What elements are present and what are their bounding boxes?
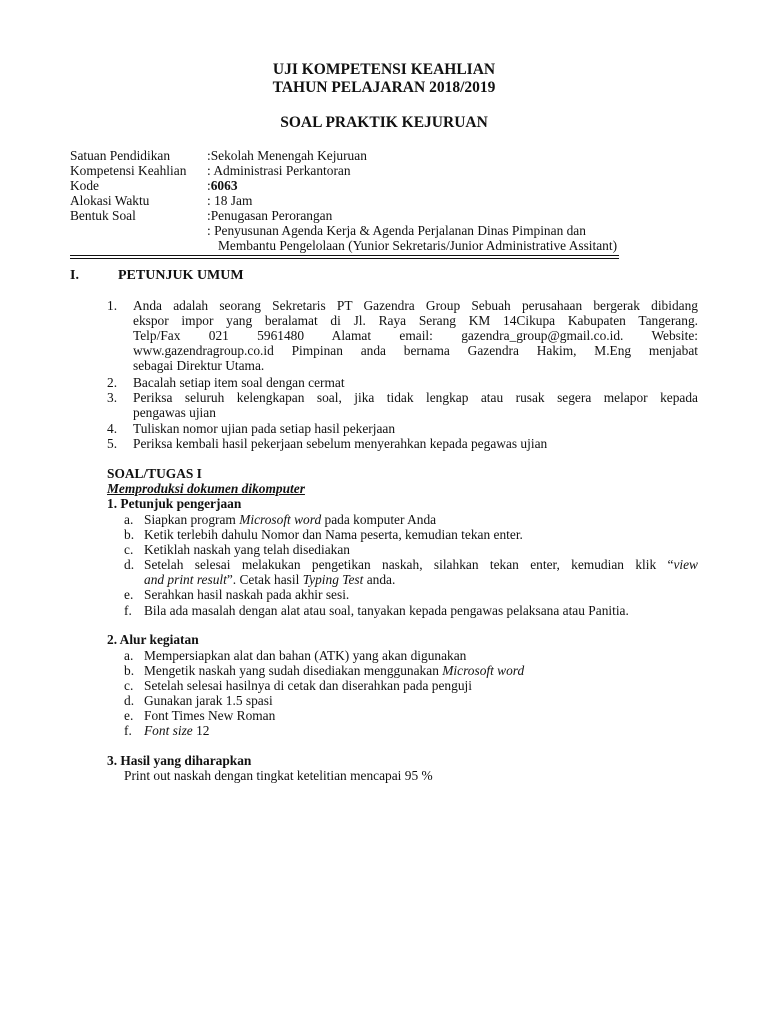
list-item-line [144,512,436,527]
alur-title: 2. Alur kegiatan [107,632,199,647]
list-letter: d. [124,557,135,572]
bentuk-line-3: Membantu Pengelolaan (Yunior Sekretaris/Junior Administrative Assitant) [218,238,618,253]
bentuk-label: Bentuk Soal [70,208,136,223]
soal-heading: SOAL/TUGAS I [107,466,202,481]
list-letter: c. [124,542,134,557]
list-item-line [144,663,524,678]
text-emphasis: Font size [144,723,193,738]
text-run: ”. Cetak hasil [226,572,303,587]
text-run: anda. [363,572,396,587]
list-item-line: pengawas ujian [133,405,216,420]
text-run: Siapkan program [144,512,240,527]
text-emphasis: Microsoft word [442,663,525,678]
list-item-number: 1. [107,298,118,313]
kode-number: 6063 [210,178,238,193]
hasil-title: 3. Hasil yang diharapkan [107,753,252,768]
list-item-line: Font Times New Roman [144,708,276,723]
list-letter: f. [124,603,132,618]
list-item-number: 4. [107,421,118,436]
doc-title-3: SOAL PRAKTIK KEJURUAN [280,114,488,131]
bentuk-value: :Penugasan Perorangan [207,208,333,223]
text-emphasis: Typing Test [302,572,364,587]
list-item-line: www.gazendragroup.co.id Pimpinan anda bernama Gazendra Hakim, M.Eng menjabat [133,343,698,358]
soal-subheading: Memproduksi dokumen dikomputer [107,481,305,496]
list-item-line: Periksa seluruh kelengkapan soal, jika tidak lengkap atau rusak segera melapor kepada [133,390,698,405]
hasil-text: Print out naskah dengan tingkat ketelitian mencapai 95 % [124,768,433,783]
kode-value [207,178,238,193]
petunjuk-title: 1. Petunjuk pengerjaan [107,496,242,511]
section-number: I. [70,268,79,283]
list-item-number: 3. [107,390,118,405]
list-item-line: sebagai Direktur Utama. [133,358,265,373]
text-emphasis: Microsoft word [239,512,322,527]
kode-colon: : [207,178,211,193]
list-item-line: ekspor impor yang beralamat di Jl. Raya Serang KM 14Cikupa Kabupaten Tangerang. [133,313,698,328]
bentuk-line-2: : Penyusunan Agenda Kerja & Agenda Perjalanan Dinas Pimpinan dan [207,223,586,238]
list-letter: e. [124,708,134,723]
list-item-line: Telp/Fax 021 5961480 Alamat email: gazendra_group@gmail.co.id. Website: [133,328,698,343]
doc-title-2: TAHUN PELAJARAN 2018/2019 [272,79,496,96]
kompetensi-label: Kompetensi Keahlian [70,163,187,178]
divider-bottom [70,258,619,259]
list-item-line [144,723,209,738]
list-letter: e. [124,587,134,602]
kode-label: Kode [70,178,100,193]
text-emphasis: view [673,557,698,572]
list-item-line: Bila ada masalah dengan alat atau soal, tanyakan kepada pengawas pelaksana atau Panitia. [144,603,629,618]
list-item-line: Anda adalah seorang Sekretaris PT Gazendra Group Sebuah perusahaan bergerak dibidang [133,298,698,313]
list-letter: a. [124,512,134,527]
alokasi-label: Alokasi Waktu [70,193,150,208]
list-letter: b. [124,527,135,542]
list-item-number: 5. [107,436,118,451]
satuan-label: Satuan Pendidikan [70,148,171,163]
satuan-value: :Sekolah Menengah Kejuruan [207,148,367,163]
kompetensi-value: : Administrasi Perkantoran [207,163,351,178]
list-item-line: Tuliskan nomor ujian pada setiap hasil pekerjaan [133,421,396,436]
text-run: pada komputer Anda [321,512,437,527]
list-item-line: Bacalah setiap item soal dengan cermat [133,375,345,390]
list-item-line [144,572,395,587]
list-letter: a. [124,648,134,663]
list-item-line: Serahkan hasil naskah pada akhir sesi. [144,587,350,602]
doc-title-1: UJI KOMPETENSI KEAHLIAN [272,61,496,78]
list-letter: b. [124,663,135,678]
list-letter: d. [124,693,135,708]
alokasi-value: : 18 Jam [207,193,253,208]
section-title: PETUNJUK UMUM [118,268,244,283]
list-letter: f. [124,723,132,738]
list-item-line: Setelah selesai hasilnya di cetak dan diserahkan pada penguji [144,678,472,693]
list-letter: c. [124,678,134,693]
list-item-line: Ketiklah naskah yang telah disediakan [144,542,350,557]
text-run: Setelah selesai melakukan pengetikan naskah, silahkan tekan enter, kemudian klik “ [144,557,674,572]
text-run: 12 [192,723,210,738]
text-emphasis: and print result [144,572,227,587]
list-item-line: Mempersiapkan alat dan bahan (ATK) yang akan digunakan [144,648,467,663]
text-run: Mengetik naskah yang sudah disediakan menggunakan [144,663,443,678]
list-item-number: 2. [107,375,118,390]
list-item-line: Periksa kembali hasil pekerjaan sebelum menyerahkan kepada pegawas ujian [133,436,548,451]
list-item-line: Gunakan jarak 1.5 spasi [144,693,273,708]
divider-top [70,255,619,256]
list-item-line [144,557,698,572]
list-item-line: Ketik terlebih dahulu Nomor dan Nama peserta, kemudian tekan enter. [144,527,523,542]
